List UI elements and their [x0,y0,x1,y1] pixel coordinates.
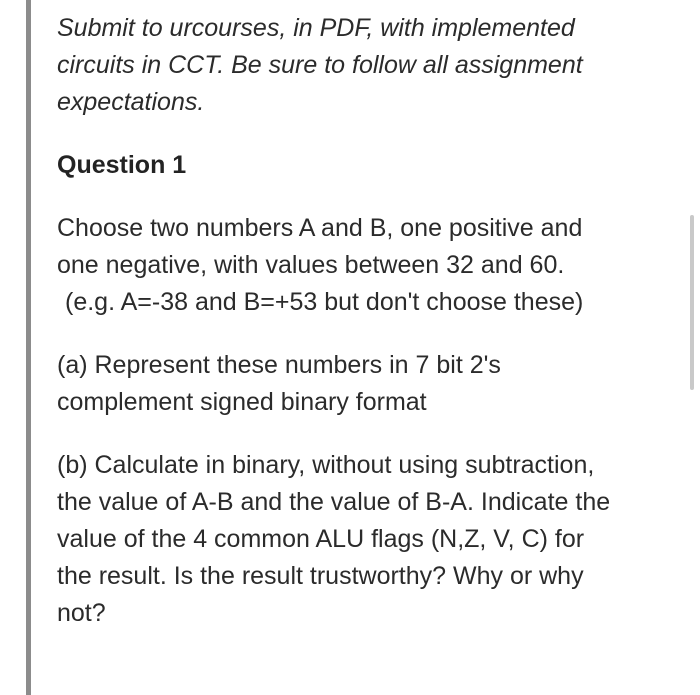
question-title: Question 1 [57,151,187,179]
part-a-line: (a) Represent these numbers in 7 bit 2's [57,351,501,379]
question-prompt [57,210,657,321]
blockquote-left-border [26,0,31,695]
intro-line: circuits in CCT. Be sure to follow all assignment [57,51,583,79]
intro-line: expectations. [57,88,205,116]
scrollbar-thumb[interactable] [690,215,694,390]
prompt-line: Choose two numbers A and B, one positive and [57,214,583,242]
question-part-b [57,447,657,632]
part-b-line: value of the 4 common ALU flags (N,Z, V, C) for [57,525,585,553]
part-b-line: (b) Calculate in binary, without using subtraction, [57,451,595,479]
intro-line: Submit to urcourses, in PDF, with implemented [57,14,575,42]
submission-instructions [57,10,657,121]
prompt-line: one negative, with values between 32 and 60. [57,251,565,279]
prompt-example-line: (e.g. A=-38 and B=+53 but don't choose these) [65,288,584,316]
part-a-line: complement signed binary format [57,388,427,416]
part-b-line: not? [57,599,106,627]
document-content [57,10,657,632]
part-b-line: the value of A-B and the value of B-A. Indicate the [57,488,611,516]
part-b-line: the result. Is the result trustworthy? Why or why [57,562,584,590]
question-part-a [57,347,657,421]
